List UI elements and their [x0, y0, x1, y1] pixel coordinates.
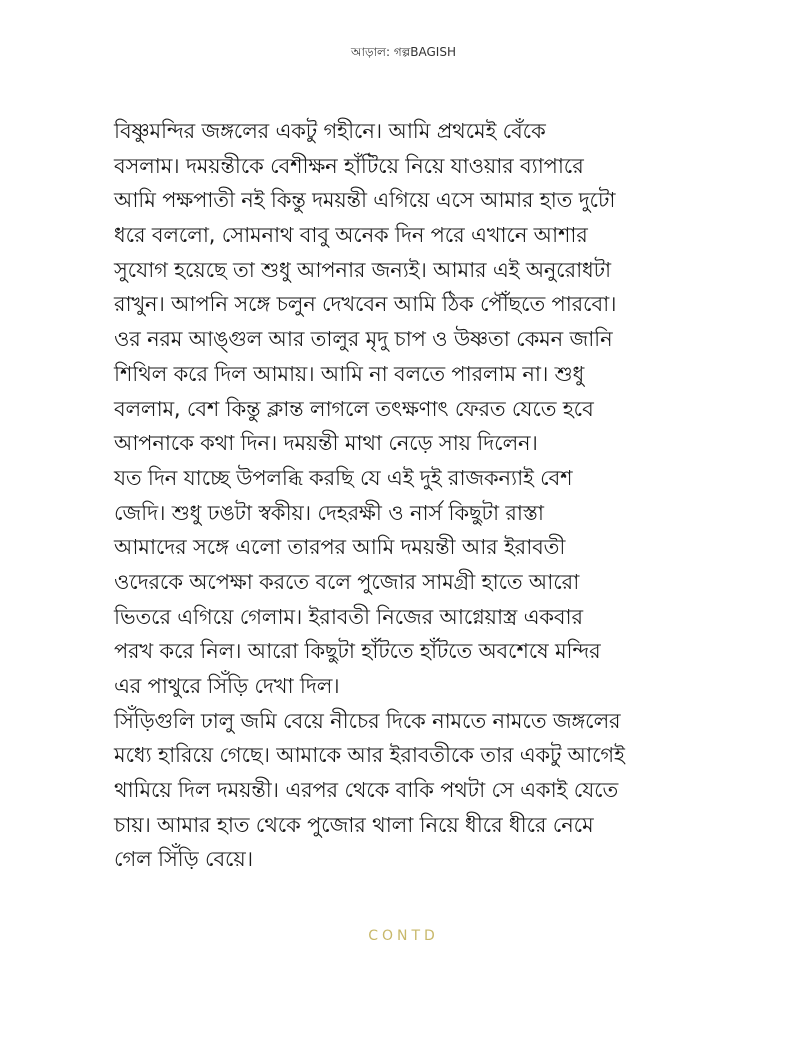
story-line-16: পরখ করে নিল। আরো কিছুটা হাঁটতে হাঁটতে অবশেষে মন্দির [114, 639, 601, 664]
story-line-15: ভিতরে এগিয়ে গেলাম। ইরাবতী নিজের আগ্নেয়াস্ত্র একবার [114, 604, 583, 629]
story-line-21: চায়। আমার হাত থেকে পুজোর থালা নিয়ে ধীরে ধীরে নেমে [114, 812, 594, 837]
story-line-3: আমি পক্ষপাতী নই কিন্তু দময়ন্তী এগিয়ে এসে আমার হাত দুটো [114, 188, 616, 213]
story-line-10: আপনাকে কথা দিন। দময়ন্তী মাথা নেড়ে সায় দিলেন। [114, 431, 538, 456]
story-line-12: জেদি। শুধু ঢঙটা স্বকীয়। দেহরক্ষী ও নার্স কিছুটা রাস্তা [114, 500, 544, 525]
story-line-19: মধ্যে হারিয়ে গেছে। আমাকে আর ইরাবতীকে তার একটু আগেই [114, 743, 625, 768]
story-line-13: আমাদের সঙ্গে এলো তারপর আমি দময়ন্তী আর ইরাবতী [114, 535, 566, 560]
story-line-6: রাখুন। আপনি সঙ্গে চলুন দেখবেন আমি ঠিক পৌঁছতে পারবো। [114, 292, 617, 317]
story-line-20: থামিয়ে দিল দময়ন্তী। এরপর থেকে বাকি পথটা সে একাই যেতে [114, 778, 619, 803]
story-line-17: এর পাথুরে সিঁড়ি দেখা দিল। [114, 674, 340, 698]
story-line-8: শিথিল করে দিল আমায়। আমি না বলতে পারলাম না। শুধু [114, 361, 585, 386]
page-header-title: আড়াল: গল্পBAGISH [351, 45, 456, 59]
story-line-2: বসলাম। দময়ন্তীকে বেশীক্ষন হাঁটিয়ে নিয়ে যাওয়ার ব্যাপারে [114, 153, 584, 178]
story-line-14: ওদেরকে অপেক্ষা করতে বলে পুজোর সামগ্রী হাতে আরো [114, 569, 580, 594]
contd-label: CONTD [368, 928, 439, 944]
story-body [114, 114, 714, 877]
story-line-5: সুযোগ হয়েছে তা শুধু আপনার জন্যই। আমার এই অনুরোধটা [114, 257, 611, 282]
story-line-18: সিঁড়িগুলি ঢালু জমি বেয়ে নীচের দিকে নামতে নামতে জঙ্গলের [114, 708, 621, 733]
story-line-4: ধরে বললো, সোমনাথ বাবু অনেক দিন পরে এখানে আশার [114, 223, 588, 248]
story-line-7: ওর নরম আঙ্গুল আর তালুর মৃদু চাপ ও উষ্ণতা কেমন জানি [114, 327, 613, 352]
story-line-11: যত দিন যাচ্ছে উপলব্ধি করছি যে এই দুই রাজকন্যাই বেশ [114, 465, 573, 490]
story-line-9: বললাম, বেশ কিন্তু ক্লান্ত লাগলে তৎক্ষণাৎ ফেরত যেতে হবে [114, 396, 594, 421]
story-line-22: গেল সিঁড়ি বেয়ে। [114, 847, 253, 872]
story-line-1: বিষ্ণুমন্দির জঙ্গলের একটু গহীনে। আমি প্রথমেই বেঁকে [114, 119, 546, 143]
